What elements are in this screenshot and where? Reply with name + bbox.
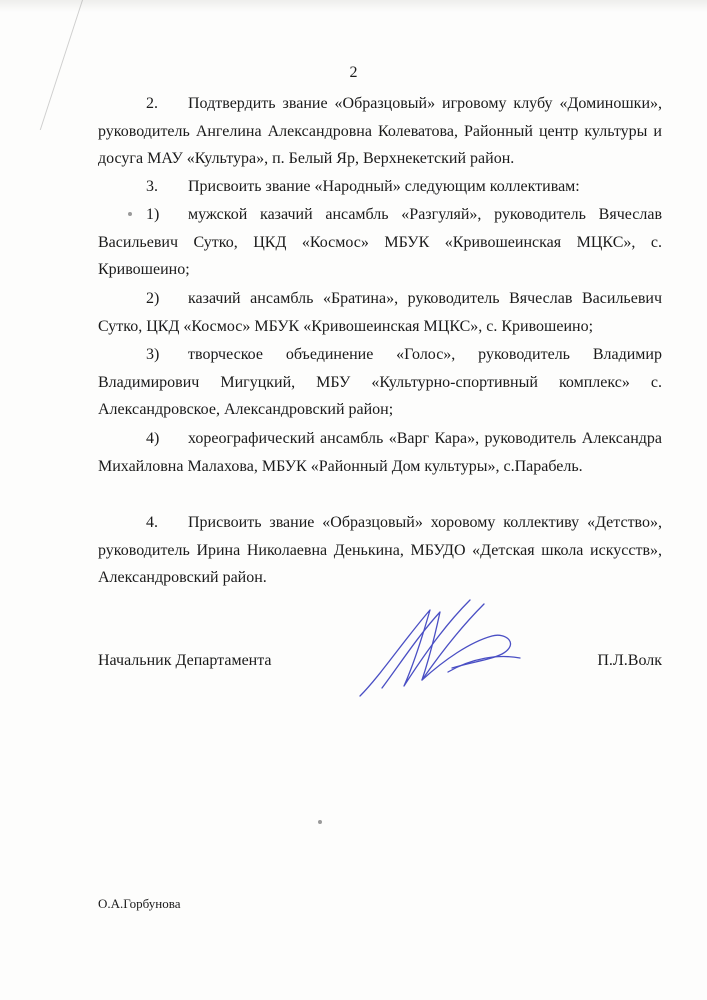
signature-stroke [422,635,511,680]
signatory-name: П.Л.Волк [597,652,662,669]
item-number: 3) [146,346,160,363]
item-text: творческое объединение «Голос», руководитель Владимир Владимирович Мигуцкий, МБУ «Культурно-спортивный комплекс» с. Александровское, Александровский район; [98,346,662,419]
scan-speck [318,820,322,824]
paragraph-4 [98,509,662,592]
signatory-position: Начальник Департамента [98,652,272,669]
item-number: 4) [146,430,160,447]
item-number: 4. [146,514,158,531]
sub-item-4 [98,425,662,480]
item-text: казачий ансамбль «Братина», руководитель Вячеслав Васильевич Сутко, ЦКД «Космос» МБУК «Кривошеинская МЦКС», с. Кривошеино; [98,290,662,335]
item-text: хореографический ансамбль «Варг Кара», руководитель Александра Михайловна Малахова, МБУК «Районный Дом культуры», с.Парабель. [98,430,662,475]
handwritten-signature [352,588,532,708]
item-number: 2) [146,290,160,307]
item-number: 2. [146,95,158,112]
paragraph-2 [98,90,662,173]
signature-stroke [360,600,470,696]
item-text: мужской казачий ансамбль «Разгуляй», руководитель Вячеслав Васильевич Сутко, ЦКД «Космос» МБУК «Кривошеинская МЦКС», с. Кривошеино; [98,206,662,279]
sub-item-2 [98,285,662,340]
page-number: 2 [349,64,358,81]
sub-item-1 [98,201,662,284]
sub-item-3 [98,341,662,424]
signature-stroke [448,657,520,672]
paragraph-3 [98,173,662,201]
item-text: Присвоить звание «Образцовый» хоровому коллективу «Детство», руководитель Ирина Николаевна Денькина, МБУДО «Детская школа искусств», Александровский район. [98,514,662,587]
item-number: 1) [146,206,160,223]
item-number: 3. [146,178,158,195]
item-text: Присвоить звание «Народный» следующим коллективам: [188,178,580,195]
document-author: О.А.Горбунова [98,896,181,911]
item-text: Подтвердить звание «Образцовый» игровому клубу «Доминошки», руководитель Ангелина Александровна Колеватова, Районный центр культуры и досуга МАУ «Культура», п. Белый Яр, Верхнекетский район. [98,95,662,168]
